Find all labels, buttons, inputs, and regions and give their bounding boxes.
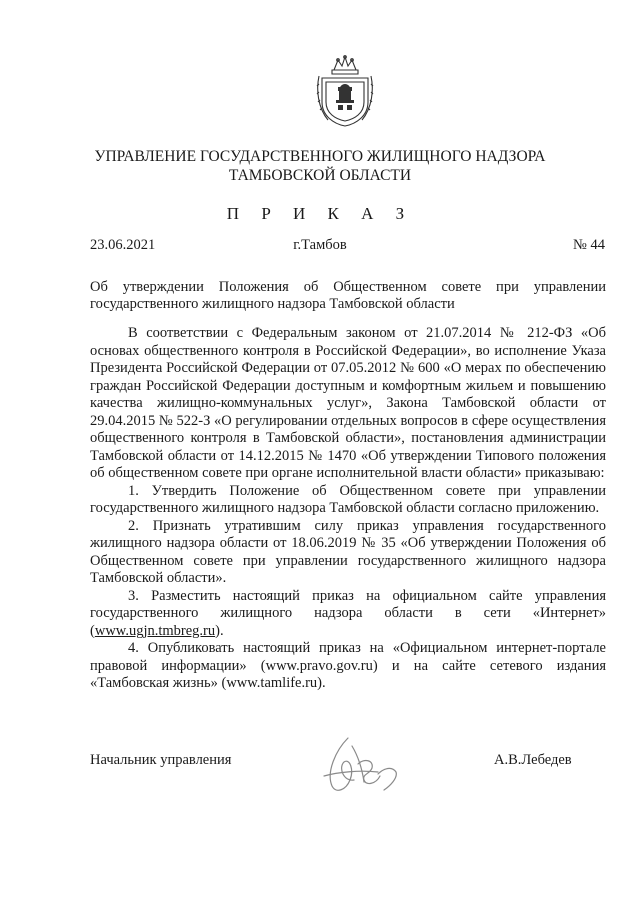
item-2-paragraph: 2. Признать утратившим силу приказ управления государственного жилищного надзора области от 18.06.2019 № 35 «Об утверждении Положения об Общественном совете при управлении государственного жилищного надзора Тамбовской области». (90, 517, 606, 586)
coat-of-arms-icon (316, 54, 374, 128)
document-number: № 44 (573, 237, 605, 253)
item-1-paragraph: 1. Утвердить Положение об Общественном совете при управлении государственного жилищного надзора Тамбовской области согласно приложению. (90, 482, 606, 516)
document-date: 23.06.2021 (90, 237, 156, 253)
website-link[interactable]: www.ugjn.tmbreg.ru (94, 622, 216, 639)
org-line-1: УПРАВЛЕНИЕ ГОСУДАРСТВЕННОГО ЖИЛИЩНОГО НАДЗОРА (94, 148, 546, 165)
document-city: г.Тамбов (293, 237, 347, 253)
document-type: П Р И К А З (226, 204, 414, 223)
item-3-paragraph (90, 588, 606, 641)
item-3-end: ). (215, 622, 224, 639)
organization-name (0, 147, 640, 185)
item-4-paragraph: 4. Опубликовать настоящий приказ на «Официальном интернет-портале правовой информации» (www.pravo.gov.ru) и на сайте сетевого издания «Тамбовская жизнь» (www.tamlife.ru). (90, 640, 606, 691)
document-subject: Об утверждении Положения об Общественном совете при управлении государственного жилищного надзора Тамбовской области (90, 279, 606, 312)
preamble-paragraph: В соответствии с Федеральным законом от 21.07.2014 № 212-ФЗ «Об основах общественного контроля в Российской Федерации», во исполнение Указа Президента Российской Федерации от 07.05.2012 № 600 «О мерах по обеспечению граждан Российской Федерации доступным и комфортным жильем и повышению качества жилищно-коммунальных услуг», Закона Тамбовской области от 29.04.2015 № 522-З «О регулировании отдельных вопросов в сфере осуществления общественного контроля в Тамбовской области», постановления администрации Тамбовской области от 14.12.2015 № 1470 «Об утверждении Типового положения об общественном совете при органе исполнительной власти области» приказываю: (90, 325, 606, 481)
document-body (90, 325, 606, 693)
item-3-text: 3. Разместить настоящий приказ на официальном сайте управления государственного жилищного надзора области в сети «Интернет» ( (90, 587, 606, 639)
handwritten-signature (318, 728, 414, 798)
signatory-name: А.В.Лебедев (494, 752, 572, 768)
org-line-2: ТАМБОВСКОЙ ОБЛАСТИ (228, 167, 412, 184)
signatory-role: Начальник управления (90, 752, 232, 768)
